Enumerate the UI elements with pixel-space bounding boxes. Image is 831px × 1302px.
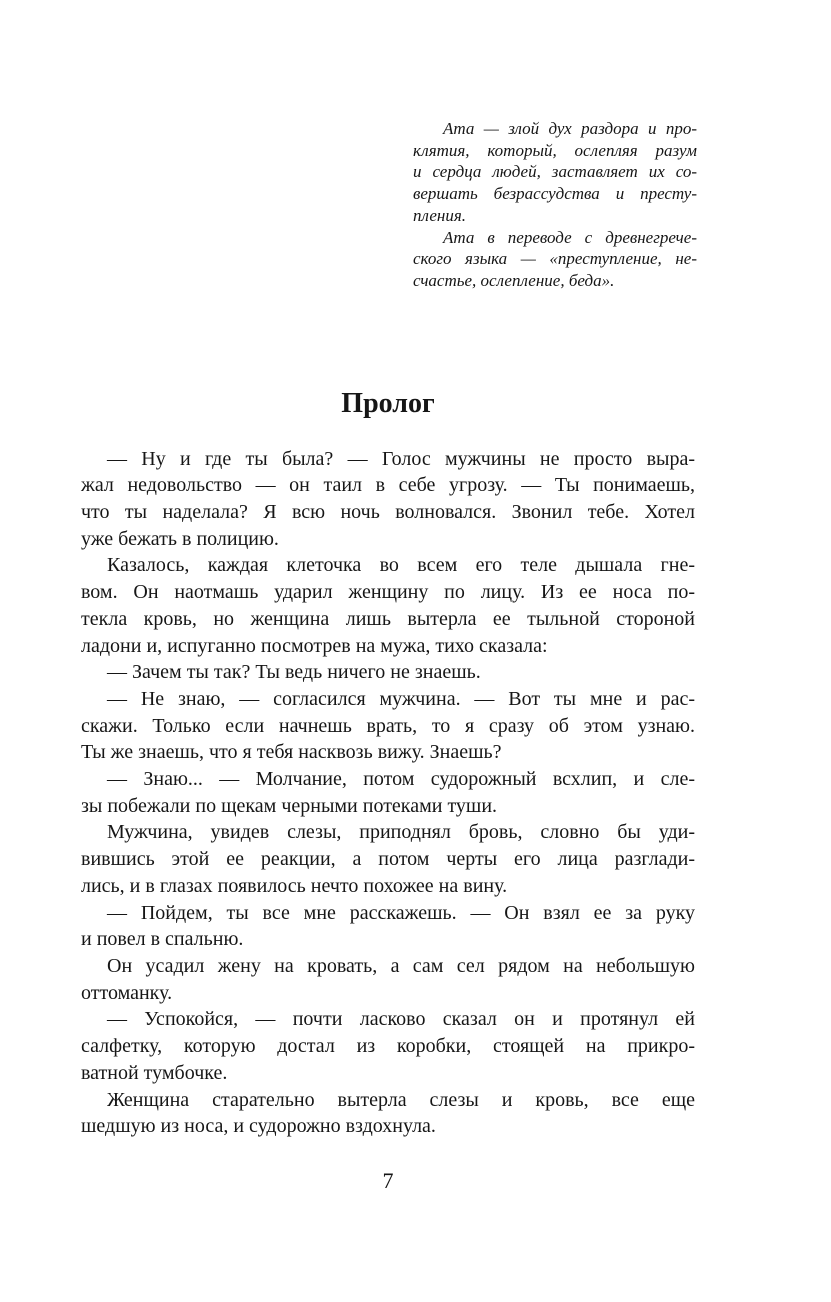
text-line: вившись этой ее реакции, а потом черты его лица разглади- [81,848,695,871]
text-line: клятия, который, ослепляя разум [413,140,697,160]
text-line: жал недовольство — он таил в себе угрозу. — Ты понимаешь, [81,474,695,497]
text-line: ладони и, испуганно посмотрев на мужа, тихо сказала: [81,634,548,657]
paragraph [81,686,695,766]
text-line: Ата в переводе с древнегрече- [443,227,697,247]
paragraph [81,446,695,553]
page-number: 7 [382,1167,394,1193]
text-line: текла кровь, но женщина лишь вытерла ее тыльной стороной [81,607,695,630]
text-line: Ты же знаешь, что я тебя насквозь вижу. Знаешь? [81,741,502,764]
paragraph [81,1006,695,1086]
text-line: и сердца людей, заставляет их со- [413,162,697,182]
paragraph [81,819,695,899]
text-line: ского языка — «преступление, не- [413,249,697,269]
text-line: Казалось, каждая клеточка во всем его теле дышала гне- [107,554,695,577]
text-line: скажи. Только если начнешь врать, то я сразу об этом узнаю. [81,714,695,737]
text-line: — Знаю... — Молчание, потом судорожный всхлип, и сле- [107,768,695,791]
text-line: ватной тумбочке. [81,1061,228,1084]
epigraph [413,118,697,292]
text-line: — Ну и где ты была? — Голос мужчины не просто выра- [107,447,695,470]
text-line: — Не знаю, — согласился мужчина. — Вот ты мне и рас- [107,687,695,710]
text-line: оттоманку. [81,981,173,1004]
paragraph [413,118,697,227]
paragraph [81,953,695,1006]
text-line: Мужчина, увидев слезы, приподнял бровь, словно бы уди- [107,821,695,844]
text-line: Женщина старательно вытерла слезы и кровь, все еще [107,1088,695,1111]
text-line: уже бежать в полицию. [81,527,279,550]
paragraph [413,227,697,292]
text-line: вершать безрассудства и престу- [413,184,697,204]
text-line: Ата — злой дух раздора и про- [443,119,697,138]
text-line: — Пойдем, ты все мне расскажешь. — Он взял ее за руку [107,901,695,924]
paragraph [81,659,695,686]
text-line: — Зачем ты так? Ты ведь ничего не знаешь. [107,661,481,684]
text-line: салфетку, которую достал из коробки, стоящей на прикро- [81,1035,695,1058]
text-line: что ты наделала? Я всю ночь волновался. Звонил тебе. Хотел [81,501,695,524]
paragraph [81,1087,695,1140]
text-line: Он усадил жену на кровать, а сам сел рядом на небольшую [107,954,695,977]
body-text [81,446,695,1140]
text-line: шедшую из носа, и судорожно вздохнула. [81,1115,436,1138]
text-line: лись, и в глазах появилось нечто похожее на вину. [81,874,508,897]
text-line: и повел в спальню. [81,928,244,951]
paragraph [81,900,695,953]
text-line: пления. [413,205,466,225]
text-line: вом. Он наотмашь ударил женщину по лицу. Из ее носа по- [81,581,695,604]
text-line: — Успокойся, — почти ласково сказал он и протянул ей [107,1008,695,1031]
text-line: зы побежали по щекам черными потеками туши. [81,794,498,817]
paragraph [81,766,695,819]
paragraph [81,552,695,659]
chapter-heading: Пролог [341,387,435,419]
text-line: счастье, ослепление, беда». [413,270,615,290]
